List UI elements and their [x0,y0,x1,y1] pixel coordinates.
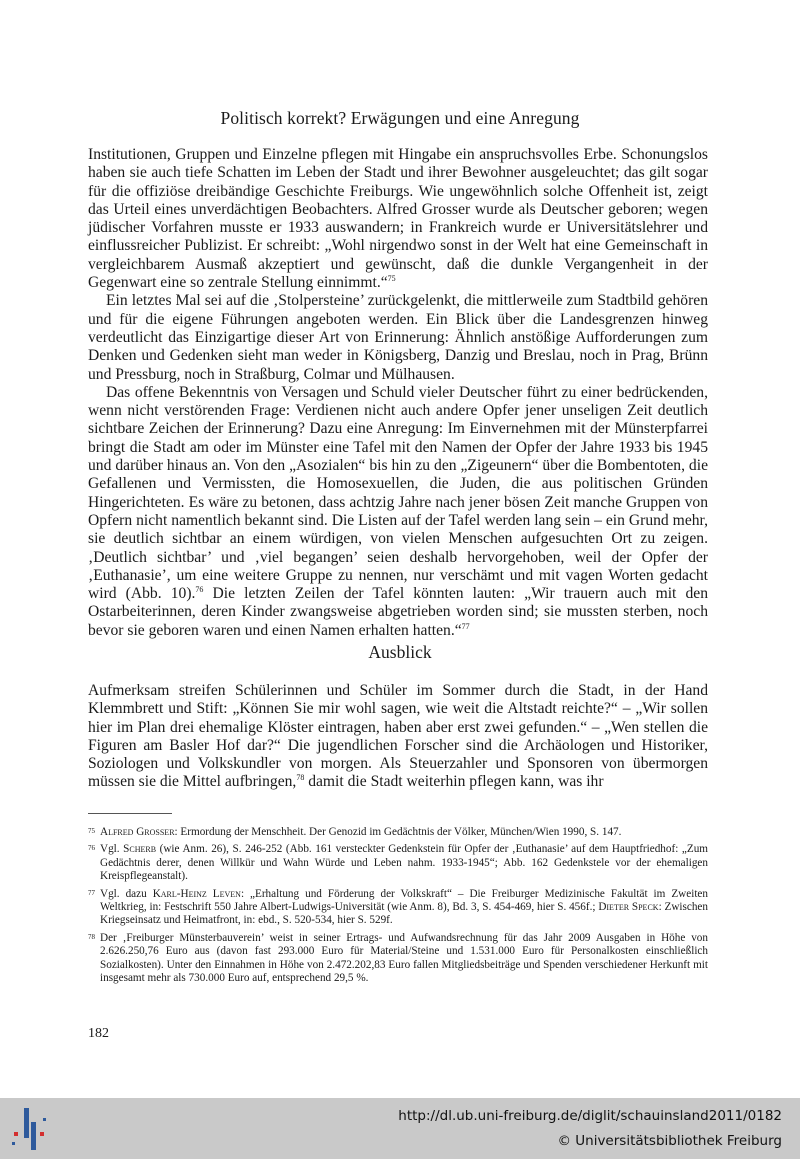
paragraph: Institutionen, Gruppen und Einzelne pflegen mit Hingabe ein anspruchsvolles Erbe. Schonungslos haben sie auch tiefe Schatten im Leben der Stadt und ihrer Bewohner ausgeleuchtet; das gilt sogar für die offiziöse dreibändige Geschichte Freiburgs. Wie ungewöhnlich solche Offenheit ist, zeigt das Urteil eines unverdächtigen Beobachters. Alfred Grosser wurde als Deutscher geboren; wegen jüdischer Vorfahren musste er 1933 auswandern; in Frankreich wurde er Universitätslehrer und einflussreicher Publizist. Er schreibt: „Wohl nirgendwo sonst in der Welt hat eine Gemeinschaft in vergleichbarem Ausmaß akzeptiert und gewünscht, daß die dunkle Vergangenheit in der Gegenwart eine so zentrale Stellung einnimmt.“$^{75}$ [88,146,708,292]
footnote-number: 77 [88,888,95,897]
ub-freiburg-logo-icon [10,1106,50,1152]
paragraph: Das offene Bekenntnis von Versagen und Schuld vieler Deutscher führt zu einer bedrückenden, wenn nicht verstörenden Frage: Verdienen nicht auch andere Opfer jener unseligen Zeit deutlich sichtbare Zeichen der Erinnerung? Dazu eine Anregung: Im Einvernehmen mit der Münsterpfarrei bringt die Stadt am oder im Münster eine Tafel mit den Namen der Opfer der Jahre 1933 bis 1945 und darüber hinaus an. Von den „Asozialen“ bis hin zu den „Zigeunern“ über die Bombentoten, die Gefallenen und Vermissten, die Homosexuellen, die Juden, die aus politischen Gründen Hingerichteten. Es wäre zu betonen, dass achtzig Jahre nach jener bösen Zeit manche Gruppen von Opfern nicht namentlich bekannt sind. Die Listen auf der Tafel werden lang sein – ein Grund mehr, sie deutlich sichtbar an einem würdigen, von vielen Menschen aufgesuchten Ort zu zeigen. ‚Deutlich sichtbar’ und ‚viel begangen’ seien deshalb hervorgehoben, weil der Opfer der ‚Euthanasie’, um eine weitere Gruppe zu nennen, nur verschämt und mit vagen Worten gedacht wird (Abb. 10).$^{76}$ Die letzten Zeilen der Tafel könnten lauten: „Wir trauern auch mit den Ostarbeiterinnen, deren Kinder zwangsweise abgetrieben worden sind; sie mussten sterben, noch bevor sie geboren waren und einen Namen erhalten hatten.“$^{77}$ [88,383,708,639]
footnote: 77 Vgl. dazu Karl-Heinz Leven: „Erhaltung und Förderung der Volkskraft“ – Die Freiburger Medizinische Fakultät im Zweiten Weltkrieg, in: Festschrift 550 Jahre Albert-Ludwigs-Universität (wie Anm. 8), Bd. 3, S. 454-469, hier S. 456f.; Dieter Speck: Zwischen Kriegseinsatz und Heimatfront, in: ebd., S. 520-534, hier S. 529f. [88,887,708,927]
running-head: Politisch korrekt? Erwägungen und eine Anregung [220,108,580,128]
copyright-notice: © Universitätsbibliothek Freiburg [557,1133,782,1149]
body-text-section-2 [88,682,708,792]
footnote-ref[interactable]: 78 [296,773,305,783]
footnote-ref[interactable]: 77 [461,621,470,631]
paragraph: Ein letztes Mal sei auf die ‚Stolpersteine’ zurückgelenkt, die mittlerweile zum Stadtbild gehören und für die eigene Führungen angeboten werden. Ein Blick über die Landesgrenzen hinweg verdeutlicht das Einzigartige dieser Art von Erinnerung: Ähnlich anstößige Aufforderungen zum Denken und Gedenken sieht man weder in Königsberg, Danzig und Breslau, noch in Prag, Brünn und Pressburg, noch in Straßburg, Colmar und Mülhausen. [88,292,708,383]
footnote: 78 Der ‚Freiburger Münsterbauverein’ weist in seiner Ertrags- und Aufwandsrechnung für das Jahr 2009 Ausgaben in Höhe von 2.626.250,76 Euro aus (davon fast 293.000 Euro für Material/Steine und 1.531.000 Euro für Personalkosten einschließlich Sozialkosten). Unter den Einnahmen in Höhe von 2.472.202,83 Euro fallen Mitgliedsbeiträge und Spenden verschiedener Herkunft mit insgesamt mehr als 730.000 Euro auf, entsprechend 29,5 %. [88,931,708,985]
footnote-number: 75 [88,827,95,835]
footnote-ref[interactable]: 76 [195,585,204,595]
footnote-author: Karl-Heinz Leven [152,887,241,900]
section-heading: Ausblick [368,642,432,662]
footnote-author: Scherb [123,843,157,856]
footnote: 76 Vgl. Scherb (wie Anm. 26), S. 246-252 (Abb. 161 versteckter Gedenkstein für Opfer der ‚Euthanasie’ auf dem Hauptfriedhof: „Zum Gedächtnis derer, denen Willkür und Wahn Würde und Leben nahm. 1933-1945“; Abb. 162 Gedenkstele vor der ehemaligen Kreispflegeanstalt). [88,843,708,883]
footnote-divider [88,813,172,814]
footnote: 75 Alfred Grosser: Ermordung der Menschheit. Der Genozid im Gedächtnis der Völker, München/Wien 1990, S. 147. [88,826,622,838]
document-url-link[interactable]: http://dl.ub.uni-freiburg.de/diglit/schauinsland2011/0182 [398,1108,782,1124]
footnote-ref[interactable]: 75 [387,274,396,284]
footnote-number: 78 [88,932,95,941]
footnote-author: Dieter Speck [598,901,659,914]
library-footer [0,1098,800,1159]
footnote-author: Alfred Grosser [100,826,175,838]
page-number: 182 [88,1026,109,1041]
body-text-section-1 [88,146,708,640]
paragraph: Aufmerksam streifen Schülerinnen und Schüler im Sommer durch die Stadt, in der Hand Klemmbrett und Stift: „Können Sie mir wohl sagen, wie weit die Altstadt reichte?“ – „Wir sollen hier im Plan drei ehemalige Klöster eintragen, haben aber erst zwei gefunden.“ – „Wen stellen die Figuren am Basler Hof dar?“ Die jugendlichen Forscher sind die Archäologen und Historiker, Soziologen und Volkskundler von morgen. Als Steuerzahler und Sponsoren von übermorgen müssen sie die Mittel aufbringen,$^{78}$ damit die Stadt weiterhin pflegen kann, was ihr [88,682,708,791]
footnote-number: 76 [88,844,95,853]
footnotes [88,826,708,989]
